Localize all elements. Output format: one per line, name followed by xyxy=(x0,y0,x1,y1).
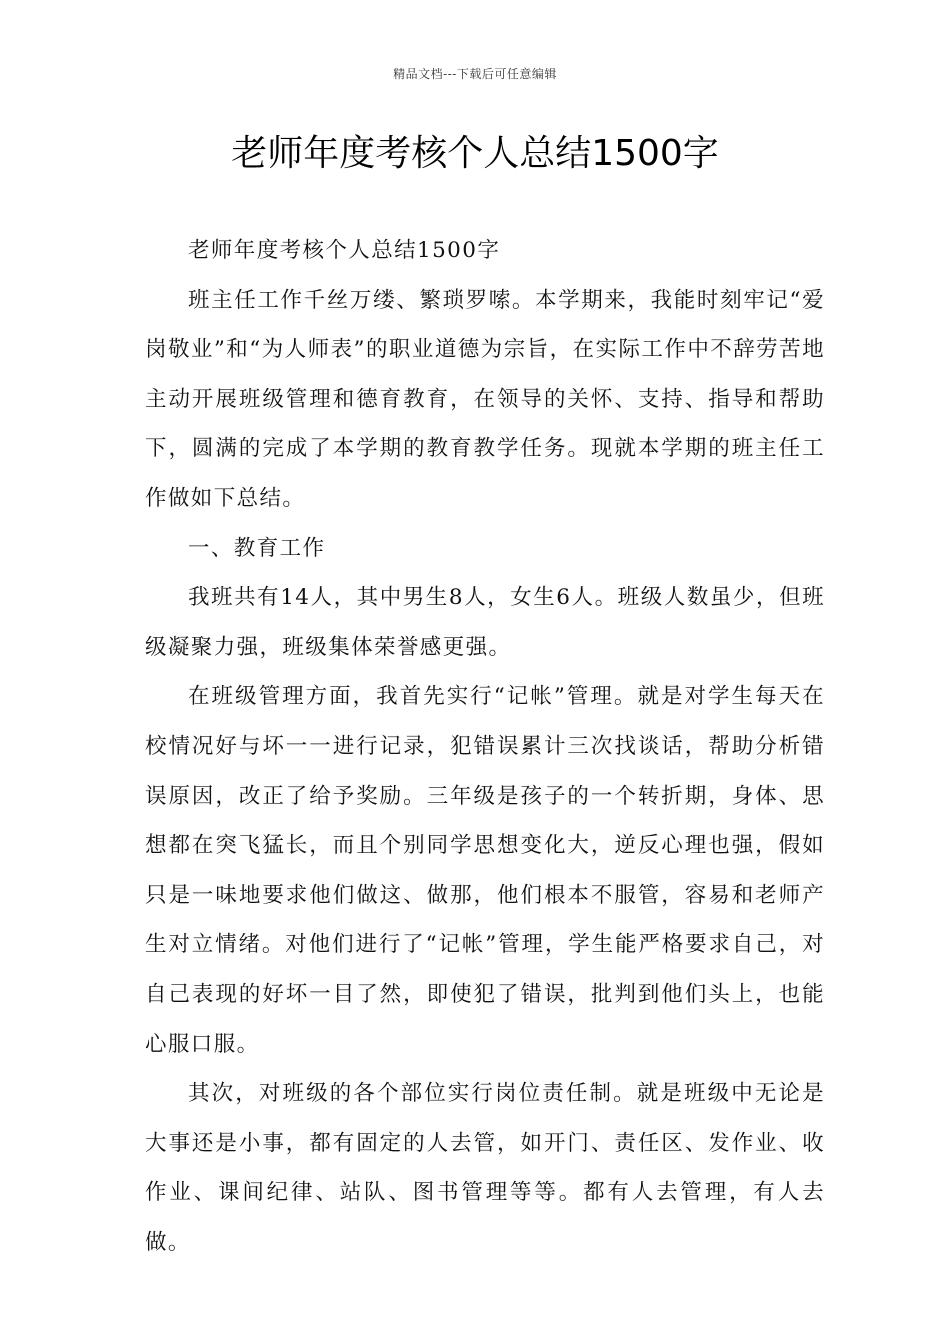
document-title: 老师年度考核个人总结1500字 xyxy=(231,133,719,174)
header-note: 精品文档---下载后可任意编辑 xyxy=(393,67,557,81)
section-heading: 一、教育工作 xyxy=(188,535,326,561)
paragraph-intro: 班主任工作千丝万缕、繁琐罗嗦。本学期来，我能时刻牢记“爱岗敬业”和“为人师表”的职业道德为宗旨，在实际工作中不辞劳苦地主动开展班级管理和德育教育，在领导的关怀、支持、指导和帮助下，圆满的完成了本学期的教育教学任务。现就本学期的班主任工作做如下总结。 xyxy=(145,287,825,511)
paragraph-responsibility: 其次，对班级的各个部位实行岗位责任制。就是班级中无论是大事还是小事，都有固定的人去管，如开门、责任区、发作业、收作业、课间纪律、站队、图书管理等等。都有人去管理，有人去做。 xyxy=(145,1081,825,1255)
paragraph-subtitle: 老师年度考核个人总结1500字 xyxy=(188,238,501,263)
paragraph-record-management: 在班级管理方面，我首先实行“记帐”管理。就是对学生每天在校情况好与坏一一进行记录，犯错误累计三次找谈话，帮助分析错误原因，改正了给予奖励。三年级是孩子的一个转折期，身体、思想都在突飞猛长，而且个别同学思想变化大，逆反心理也强，假如只是一味地要求他们做这、做那，他们根本不服管，容易和老师产生对立情绪。对他们进行了“记帐”管理，学生能严格要求自己，对自己表现的好坏一目了然，即使犯了错误，批判到他们头上，也能心服口服。 xyxy=(145,684,825,1057)
paragraph-class-size: 我班共有14人，其中男生8人，女生6人。班级人数虽少，但班级凝聚力强，班级集体荣誉感更强。 xyxy=(145,585,825,660)
document-body xyxy=(145,226,825,1267)
